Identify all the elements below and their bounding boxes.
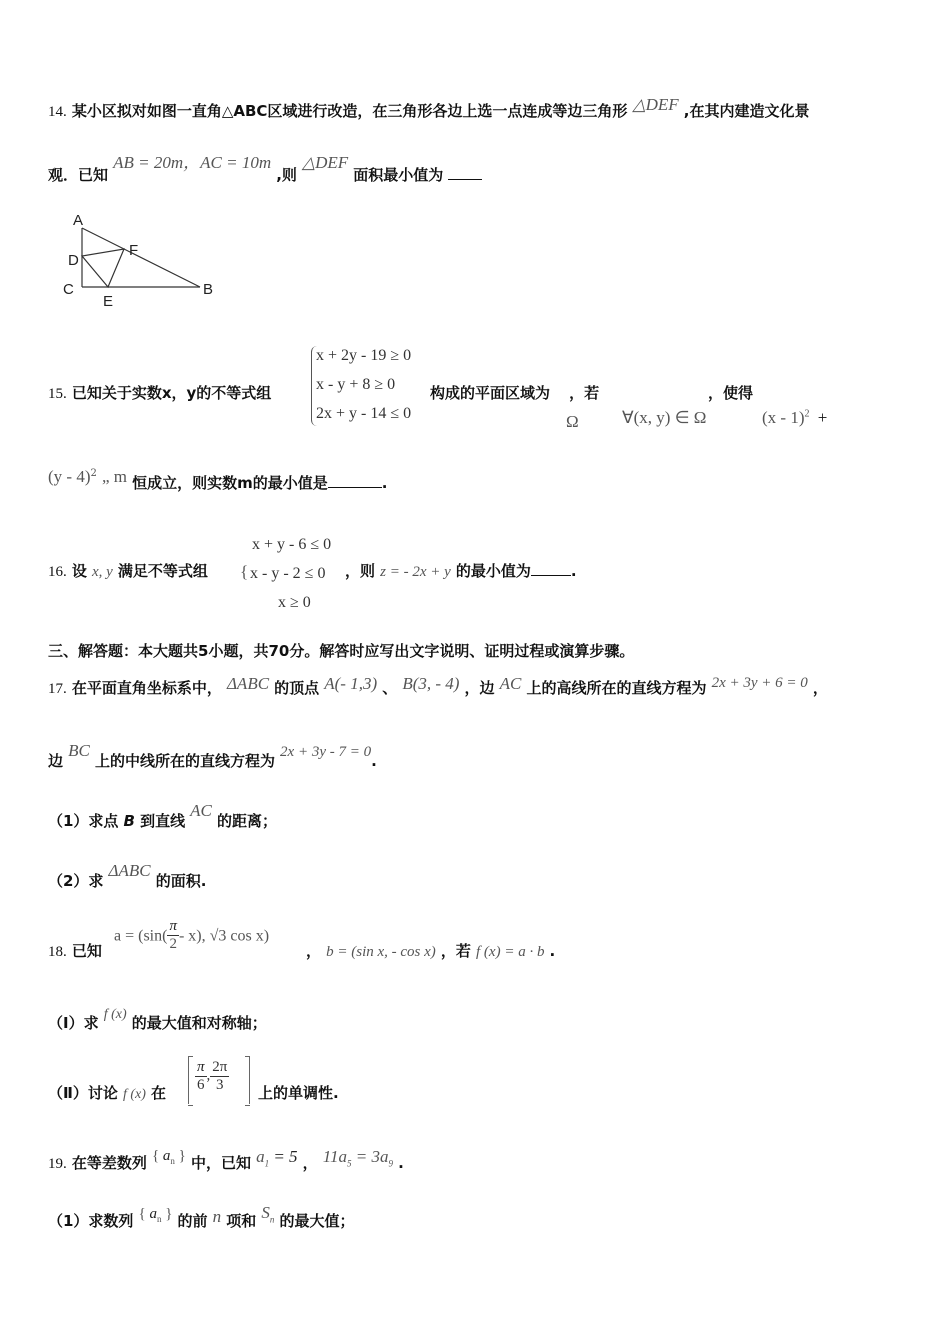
point-label-e: E [103, 293, 114, 310]
q18-number: 18. [48, 944, 67, 960]
q19-number: 19. [48, 1156, 67, 1172]
triangle-side-ab [82, 228, 200, 287]
q17-point-b: B(3, - 4) [402, 674, 460, 693]
q14-given: AB = 20m，AC = 10m [113, 153, 272, 172]
q17-side-ac: AC [499, 674, 522, 693]
q19-a1-eq [256, 1147, 298, 1169]
q19-text-1: 在等差数列 [71, 1154, 147, 1172]
q19-sub1: 1 [264, 1158, 270, 1169]
q15-line1 [48, 382, 271, 403]
q14-line2 [48, 153, 482, 185]
q17-part-2 [48, 861, 207, 891]
q15-expr-1 [762, 408, 827, 428]
q15-text-2: 构成的平面区域为 [430, 384, 551, 402]
q18-p2-label: （Ⅱ）讨论 [48, 1084, 118, 1102]
q19-eq1: = 5 [273, 1147, 298, 1166]
q17-point-a: A(- 1,3) [324, 674, 378, 693]
q17-eq-2: 2x + 3y - 7 = 0 [280, 744, 372, 760]
q19-comma: ， [302, 1154, 318, 1172]
q17-triangle: ΔABC [226, 674, 270, 693]
q15-text-3: ，若 [569, 384, 600, 402]
q16-number: 16. [48, 564, 67, 580]
q19-p1-mid2: 项和 [226, 1212, 257, 1230]
point-label-f: F [129, 242, 139, 259]
q17-sep: 、 [382, 679, 398, 697]
q16-vars: x, y [91, 564, 113, 580]
q18-interval: $\frac{\pi}{6}$ , $\frac{2\pi}{3}$ [188, 1056, 250, 1104]
q16-ineq-2: x - y - 2 ≤ 0 [250, 565, 326, 582]
q14-text-1: 某小区拟对如图一直角△ABC区域进行改造，在三角形各边上选一点连成等边三角形 [71, 102, 628, 120]
q15-ineq-3: 2x + y - 14 ≤ 0 [316, 405, 412, 422]
q16-brace: { [240, 562, 249, 581]
q18-int-b-d: 3 [216, 1076, 224, 1093]
q18-int-a-n: π [197, 1059, 205, 1075]
q16-text-4: 的最小值为 [455, 562, 531, 580]
q17-text-7: 上的中线所在的直线方程为 [94, 752, 275, 770]
q17-text-2: 的顶点 [274, 679, 320, 697]
q19-eq2a: 11a [322, 1147, 347, 1166]
q17-p2-end: 的面积. [155, 872, 207, 890]
q15-text-5: 恒成立，则实数m的最小值是 [132, 474, 328, 492]
q15-text-1: 已知关于实数x，y的不等式组 [71, 384, 272, 402]
q17-eq-1: 2x + 3y + 6 = 0 [711, 675, 808, 691]
q17-p1-b: B [123, 812, 135, 830]
q19-an: a [162, 1148, 171, 1164]
q15-line1-cont [430, 382, 599, 403]
q18-end: . [549, 942, 556, 960]
q15-expr-1-base: (x - 1) [762, 408, 805, 427]
q18-vec-a-rest: - x), √3 cos x) [178, 927, 270, 945]
q18-two: 2 [169, 935, 177, 952]
q16-ineq-1: x + y - 6 ≤ 0 [252, 536, 332, 553]
q17-line2 [48, 741, 377, 771]
q19-a5-eq [322, 1147, 393, 1169]
q17-p1-mid: 到直线 [140, 812, 186, 830]
q17-p1-label: （1）求点 [48, 812, 119, 830]
q17-number: 17. [48, 681, 67, 697]
q19-text-2: 中，已知 [190, 1154, 251, 1172]
q14-line1 [48, 95, 810, 121]
q18-text-1: 已知 [71, 942, 102, 960]
q16-answer-blank[interactable] [531, 561, 571, 576]
q19-p1-end: 的最大值； [279, 1212, 355, 1230]
q18-p1-f: f (x) [103, 1007, 127, 1022]
q18-part-2 [48, 1082, 166, 1103]
q18-int-b-n: 2π [212, 1059, 228, 1075]
q16-text-3: ，则 [345, 562, 376, 580]
q14-then: ,则 [276, 166, 297, 184]
q18-vec-a-start: a = (sin( [114, 927, 168, 945]
q18-vector-b: b = (sin x, - cos x) [326, 944, 436, 960]
q17-line1 [48, 674, 828, 698]
q17-text-4: 上的高线所在的直线方程为 [526, 679, 707, 697]
q19-end: . [398, 1154, 404, 1172]
q14-triangle-def-2: △DEF [302, 153, 349, 172]
q16-z: z = - 2x + y [380, 564, 451, 580]
q16-text-1: 设 [71, 562, 87, 580]
q18-line1-cont [306, 940, 555, 961]
q19-eq2b: = 3a [355, 1147, 389, 1166]
q18-interval-end [210, 1059, 229, 1093]
q19-part-1 [48, 1203, 355, 1232]
q15-expr-1-exp: 2 [804, 408, 810, 420]
q19-sub5: 5 [347, 1158, 352, 1169]
q17-text-8: . [371, 752, 377, 770]
q15-omega: Ω [566, 412, 579, 431]
q15-line2 [48, 467, 388, 493]
q18-interval-start [195, 1059, 207, 1093]
q18-pi-over-2 [167, 918, 179, 952]
point-label-d: D [68, 252, 79, 269]
q15-expr-2-exp: 2 [90, 467, 97, 479]
q17-text-5: ， [812, 679, 828, 697]
q14-number: 14. [48, 104, 67, 120]
q15-ineq-2: x - y + 8 ≥ 0 [316, 376, 396, 393]
q14-text-1-end: ,在其内建造文化景 [683, 102, 810, 120]
q15-inequality-system [316, 341, 411, 428]
q18-line1 [48, 940, 102, 961]
q14-ask: 面积最小值为 [353, 166, 444, 184]
q16-line [48, 560, 208, 581]
q16-ineq-3: x ≥ 0 [278, 594, 311, 611]
triangle-def [82, 249, 124, 287]
q18-p2-in: 在 [151, 1084, 167, 1102]
q15-number: 15. [48, 386, 67, 402]
q19-p1-sn [261, 1203, 275, 1225]
q19-p1-mid: 的前 [177, 1212, 208, 1230]
q18-p1-end: 的最大值和对称轴； [131, 1014, 267, 1032]
q19-p1-label: （1）求数列 [48, 1212, 134, 1230]
q16-text-2: 满足不等式组 [117, 562, 208, 580]
q16-inequality-system [250, 530, 331, 617]
q19-sub9: 9 [388, 1158, 393, 1169]
q19-sn: S [261, 1203, 270, 1222]
q15-expr-2-base: (y - 4) [48, 467, 91, 486]
q19-sn-sub: n [269, 1214, 275, 1225]
q19-p1-an: a [149, 1206, 157, 1222]
point-label-c: C [63, 281, 74, 298]
q17-p2-label: （2）求 [48, 872, 104, 890]
q15-forall: ∀(x, y) ∈ Ω [622, 408, 707, 427]
q18-text-2: ，若 [440, 942, 471, 960]
point-label-b: B [203, 281, 214, 298]
q19-n: n [170, 1156, 175, 1166]
q17-text-6: 边 [48, 752, 64, 770]
section-title: 三、解答题：本大题共5小题，共70分。解答时应写出文字说明、证明过程或演算步骤。 [48, 642, 635, 660]
q15-answer-blank[interactable] [328, 473, 382, 488]
q14-triangle-def: △DEF [632, 95, 679, 114]
q18-p2-end: 上的单调性. [258, 1084, 339, 1102]
q19-p1-n: n [212, 1207, 222, 1226]
q18-vector-a [114, 920, 269, 954]
q18-f-def: f (x) = a · b [476, 944, 545, 960]
q15-leq-m: „ m [101, 467, 127, 486]
q14-text-2: 观．已知 [48, 166, 109, 184]
q15-end: . [381, 474, 388, 492]
q17-side-bc: BC [68, 741, 90, 760]
q14-answer-blank[interactable] [448, 165, 482, 180]
q19-a1: a [256, 1147, 265, 1166]
q15-plus: + [817, 408, 828, 427]
q15-text-4: ，使得 [708, 384, 754, 402]
q16-end: . [570, 562, 577, 580]
q14-figure-right-triangle [60, 210, 240, 310]
q17-text-3: ，边 [464, 679, 495, 697]
q18-p2-f: f (x) [122, 1087, 146, 1102]
q19-line1 [48, 1147, 404, 1174]
point-label-a: A [73, 212, 84, 229]
q17-part-1 [48, 801, 278, 831]
q18-pi: π [169, 918, 177, 934]
q17-p2-triangle: ΔABC [108, 861, 151, 880]
q18-int-a-d: 6 [197, 1076, 205, 1093]
q18-part-1 [48, 1007, 267, 1033]
q18-comma: ， [306, 942, 322, 960]
q19-p1-n-sub: n [157, 1214, 162, 1224]
q19-seq-an: { $a_n$ } [151, 1148, 186, 1166]
q19-p1-seq: { $a_n$ } [138, 1206, 173, 1224]
q17-p1-ac: AC [190, 801, 212, 820]
q16-line-cont [345, 560, 577, 581]
q17-text-1: 在平面直角坐标系中， [71, 679, 222, 697]
q15-ineq-1: x + 2y - 19 ≥ 0 [316, 347, 412, 364]
q18-p1-label: （Ⅰ）求 [48, 1014, 99, 1032]
q17-p1-end: 的距离； [217, 812, 278, 830]
